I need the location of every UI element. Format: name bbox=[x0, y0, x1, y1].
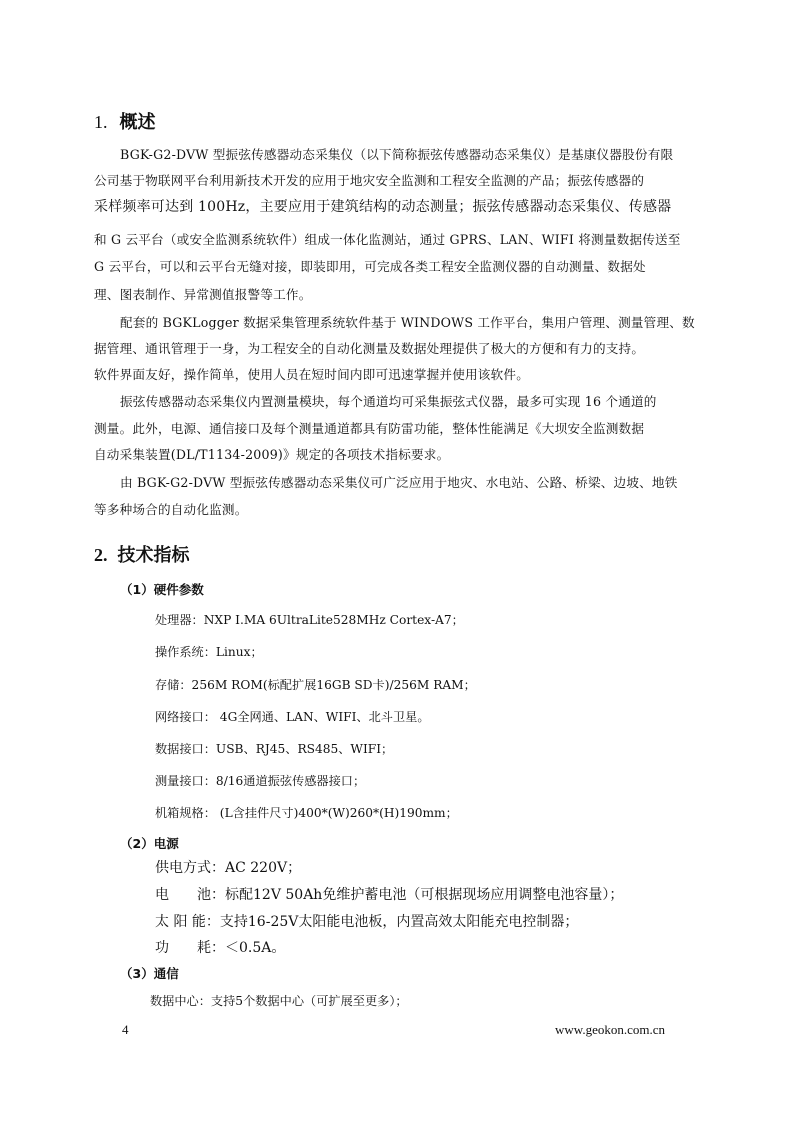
paragraph-line: 等多种场合的自动化监测。 bbox=[94, 502, 248, 517]
hardware-item: 机箱规格： (L含挂件尺寸)400*(W)260*(H)190mm； bbox=[155, 806, 458, 820]
footer-website-link[interactable]: www.geokon.com.cn bbox=[555, 1022, 665, 1037]
power-item: 功 耗：＜0.5A。 bbox=[155, 940, 286, 956]
power-item: 太 阳 能：支持16-25V太阳能电池板，内置高效太阳能充电控制器； bbox=[155, 914, 579, 930]
paragraph-line: 振弦传感器动态采集仪内置测量模块，每个通道均可采集振弦式仪器，最多可实现 16 个通道的 bbox=[120, 394, 657, 409]
comm-heading: （3）通信 bbox=[120, 966, 179, 981]
section-1-title: 概述 bbox=[119, 112, 156, 133]
hardware-heading: （1）硬件参数 bbox=[120, 582, 204, 597]
hardware-item: 操作系统：Linux； bbox=[155, 645, 263, 659]
section-2-heading bbox=[94, 541, 190, 567]
section-2-number: 2. bbox=[94, 545, 108, 565]
power-item: 电 池：标配12V 50Ah免维护蓄电池（可根据现场应用调整电池容量）； bbox=[155, 887, 624, 903]
paragraph-line: 由 BGK-G2-DVW 型振弦传感器动态采集仪可广泛应用于地灾、水电站、公路、桥梁、边坡、地铁 bbox=[120, 475, 678, 490]
hardware-item: 网络接口： 4G全网通、LAN、WIFI、北斗卫星。 bbox=[155, 710, 430, 724]
hardware-item: 存储：256M ROM(标配扩展16GB SD卡)/256M RAM； bbox=[155, 678, 476, 692]
paragraph-line: 采样频率可达到 100Hz，主要应用于建筑结构的动态测量；振弦传感器动态采集仪、传感器 bbox=[94, 199, 672, 215]
section-2-title: 技术指标 bbox=[117, 545, 190, 566]
hardware-item: 处理器：NXP I.MA 6UltraLite528MHz Cortex-A7； bbox=[155, 613, 464, 627]
comm-item: 数据中心：支持5个数据中心（可扩展至更多）； bbox=[150, 994, 408, 1008]
paragraph-line: 和 G 云平台（或安全监测系统软件）组成一体化监测站，通过 GPRS、LAN、WIFI 将测量数据传送至 bbox=[94, 232, 681, 247]
power-item: 供电方式：AC 220V； bbox=[155, 860, 302, 876]
power-heading: （2）电源 bbox=[120, 836, 179, 851]
section-1-number: 1. bbox=[94, 112, 108, 132]
paragraph-line: 软件界面友好，操作简单，使用人员在短时间内即可迅速掌握并使用该软件。 bbox=[94, 367, 529, 382]
paragraph-line: 测量。此外，电源、通信接口及每个测量通道都具有防雷功能，整体性能满足《大坝安全监测数据 bbox=[94, 421, 645, 436]
paragraph-line: 据管理、通讯管理于一身，为工程安全的自动化测量及数据处理提供了极大的方便和有力的支持。 bbox=[94, 341, 645, 356]
hardware-item: 数据接口：USB、RJ45、RS485、WIFI； bbox=[155, 742, 394, 756]
paragraph-line: 自动采集装置(DL/T1134-2009)》规定的各项技术指标要求。 bbox=[94, 447, 450, 462]
paragraph-line: BGK-G2-DVW 型振弦传感器动态采集仪（以下简称振弦传感器动态采集仪）是基康仪器股份有限 bbox=[120, 147, 674, 162]
page-number: 4 bbox=[122, 1022, 129, 1037]
paragraph-line: 配套的 BGKLogger 数据采集管理系统软件基于 WINDOWS 工作平台，集用户管理、测量管理、数 bbox=[120, 315, 695, 330]
section-1-heading bbox=[94, 108, 156, 134]
paragraph-line: 理、图表制作、异常测值报警等工作。 bbox=[94, 287, 312, 302]
hardware-item: 测量接口：8/16通道振弦传感器接口； bbox=[155, 774, 366, 788]
paragraph-line: G 云平台，可以和云平台无缝对接，即装即用，可完成各类工程安全监测仪器的自动测量、数据处 bbox=[94, 259, 646, 274]
paragraph-line: 公司基于物联网平台利用新技术开发的应用于地灾安全监测和工程安全监测的产品；振弦传感器的 bbox=[94, 173, 645, 188]
